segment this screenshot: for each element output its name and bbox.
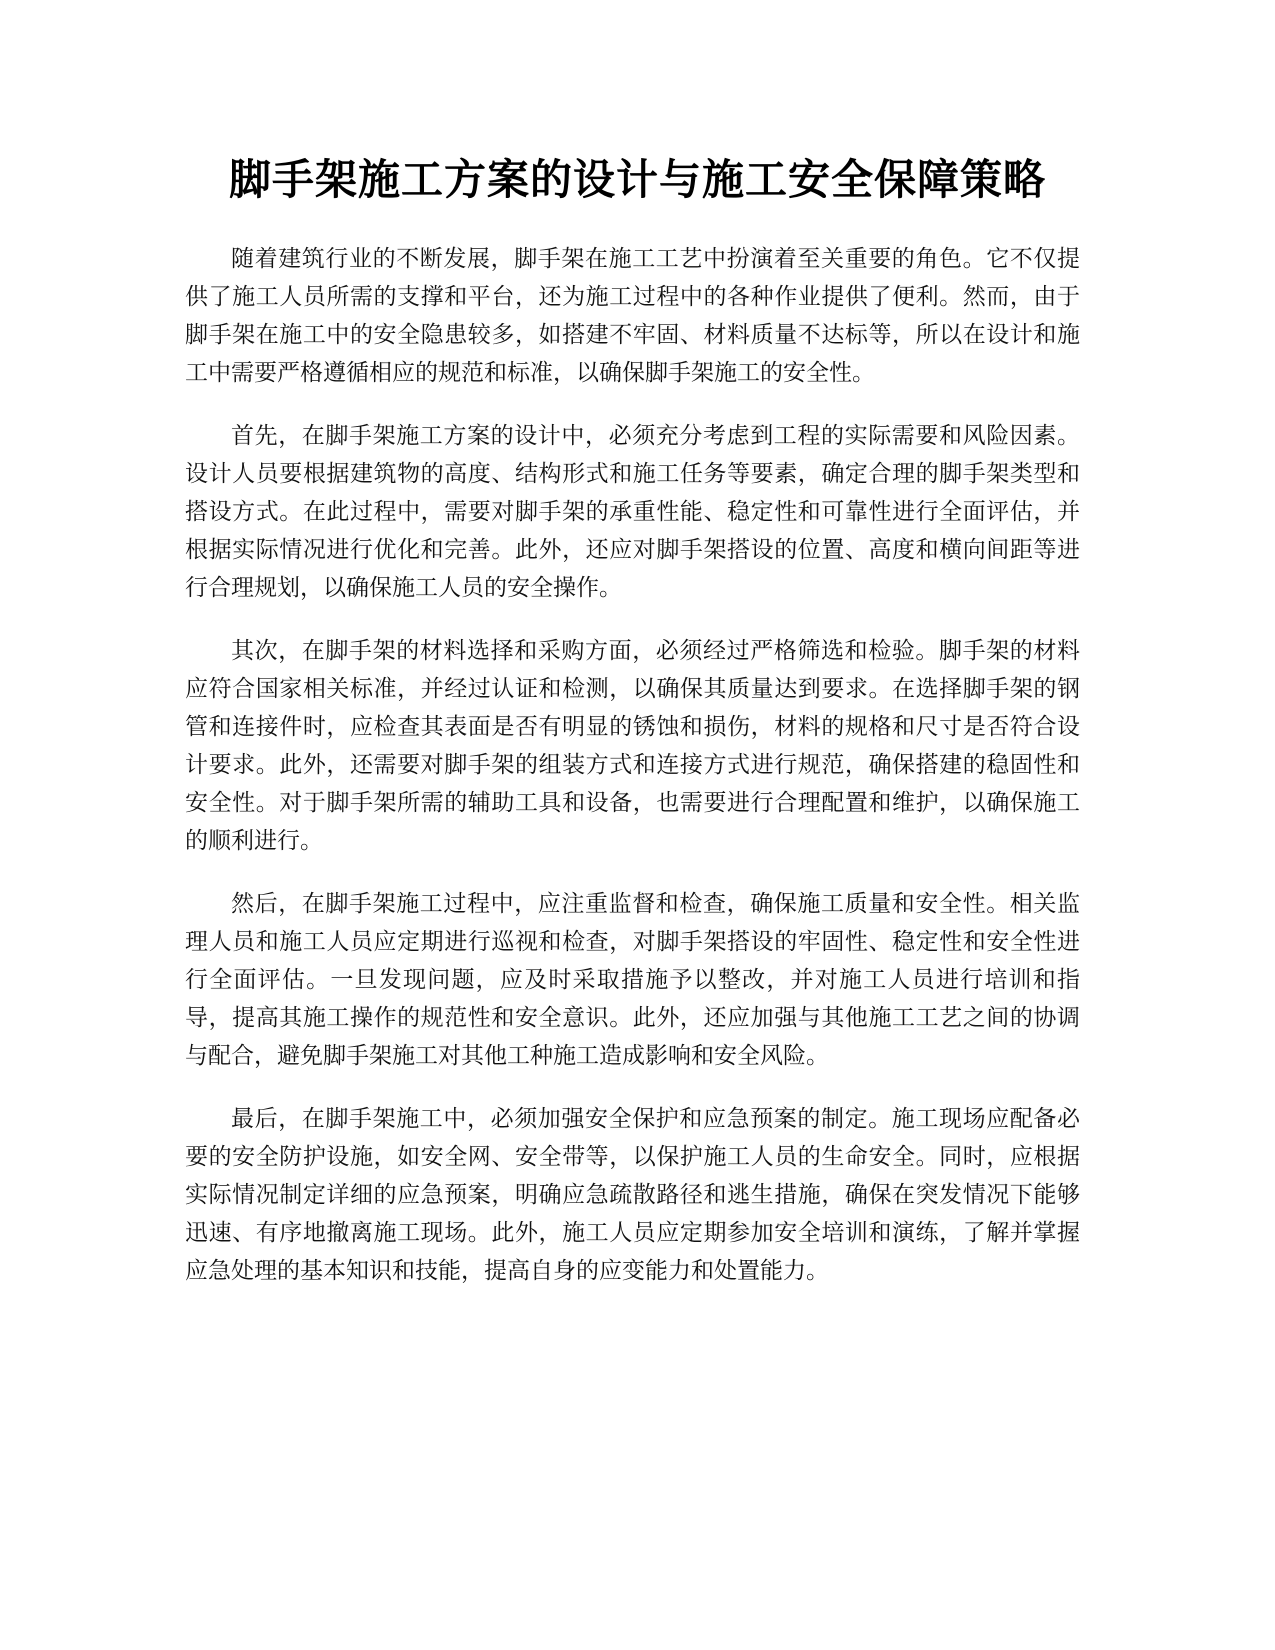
paragraph-emergency: 最后，在脚手架施工中，必须加强安全保护和应急预案的制定。施工现场应配备必要的安全防护设施，如安全网、安全带等，以保护施工人员的生命安全。同时，应根据实际情况制定详细的应急预案，明确应急疏散路径和逃生措施，确保在突发情况下能够迅速、有序地撤离施工现场。此外，施工人员应定期参加安全培训和演练，了解并掌握应急处理的基本知识和技能，提高自身的应变能力和处置能力。 (185, 1106, 1080, 1284)
paragraph-materials: 其次，在脚手架的材料选择和采购方面，必须经过严格筛选和检验。脚手架的材料应符合国家相关标准，并经过认证和检测，以确保其质量达到要求。在选择脚手架的钢管和连接件时，应检查其表面是否有明显的锈蚀和损伤，材料的规格和尺寸是否符合设计要求。此外，还需要对脚手架的组装方式和连接方式进行规范，确保搭建的稳固性和安全性。对于脚手架所需的辅助工具和设备，也需要进行合理配置和维护，以确保施工的顺利进行。 (185, 638, 1080, 854)
paragraph-intro: 随着建筑行业的不断发展，脚手架在施工工艺中扮演着至关重要的角色。它不仅提供了施工人员所需的支撑和平台，还为施工过程中的各种作业提供了便利。然而，由于脚手架在施工中的安全隐患较多，如搭建不牢固、材料质量不达标等，所以在设计和施工中需要严格遵循相应的规范和标准，以确保脚手架施工的安全性。 (185, 246, 1080, 386)
paragraph-supervision: 然后，在脚手架施工过程中，应注重监督和检查，确保施工质量和安全性。相关监理人员和施工人员应定期进行巡视和检查，对脚手架搭设的牢固性、稳定性和安全性进行全面评估。一旦发现问题，应及时采取措施予以整改，并对施工人员进行培训和指导，提高其施工操作的规范性和安全意识。此外，还应加强与其他施工工艺之间的协调与配合，避免脚手架施工对其他工种施工造成影响和安全风险。 (185, 891, 1080, 1069)
document-body (185, 240, 1080, 1315)
document-title: 脚手架施工方案的设计与施工安全保障策略 (228, 155, 1046, 204)
paragraph-design: 首先，在脚手架施工方案的设计中，必须充分考虑到工程的实际需要和风险因素。设计人员要根据建筑物的高度、结构形式和施工任务等要素，确定合理的脚手架类型和搭设方式。在此过程中，需要对脚手架的承重性能、稳定性和可靠性进行全面评估，并根据实际情况进行优化和完善。此外，还应对脚手架搭设的位置、高度和横向间距等进行合理规划，以确保施工人员的安全操作。 (185, 423, 1080, 601)
